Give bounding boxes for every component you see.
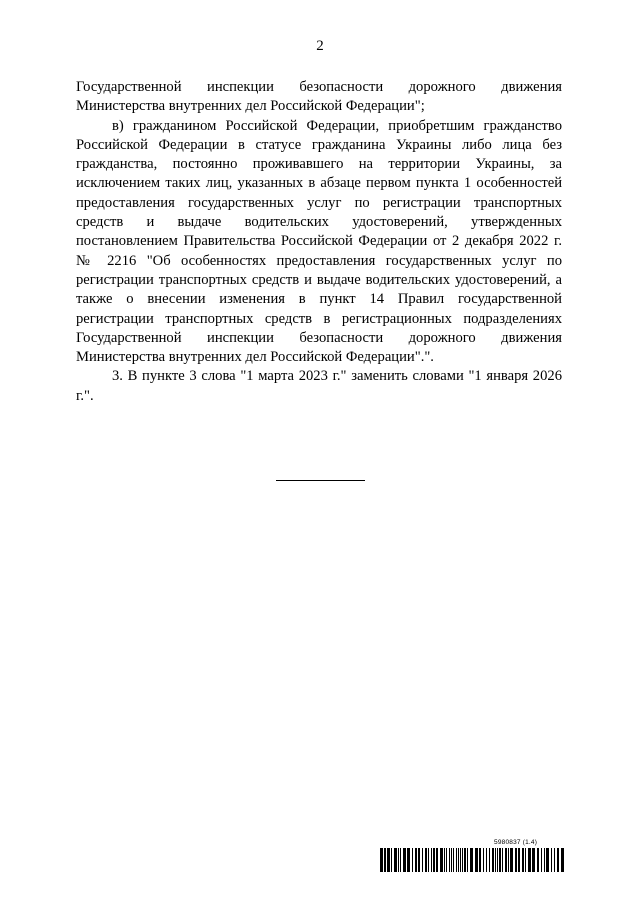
end-separator-line [276, 480, 365, 481]
paragraph-item-3: 3. В пункте 3 слова "1 марта 2023 г." заменить словами "1 января 2026 г.". [76, 368, 562, 404]
page-number: 2 [316, 38, 324, 54]
barcode-image [380, 848, 564, 872]
paragraph-continuation: Государственной инспекции безопасности дорожного движения Министерства внутренних дел Российской Федерации"; [76, 79, 562, 115]
paragraph-subitem-v: в) гражданином Российской Федерации, приобретшим гражданство Российской Федерации в статусе гражданина Украины либо лица без гражданства, постоянно проживавшего на территории Украины, за исключением таких лиц, указанных в абзаце первом пункта 1 особенностей предоставления государственных услуг по регистрации транспортных средств и выдаче водительских удостоверений, утвержденных постановлением Правительства Российской Федерации от 2 декабря 2022 г. № 2216 "Об особенностях предоставления государственных услуг по регистрации транспортных средств и выдаче водительских удостоверений, а также о внесении изменения в пункт 14 Правил государственной регистрации транспортных средств в регистрационных подразделениях Государственной инспекции безопасности дорожного движения Министерства внутренних дел Российской Федерации".". [76, 117, 562, 366]
barcode-caption: 5980837 (1.4) [494, 839, 538, 846]
document-body [76, 78, 562, 406]
